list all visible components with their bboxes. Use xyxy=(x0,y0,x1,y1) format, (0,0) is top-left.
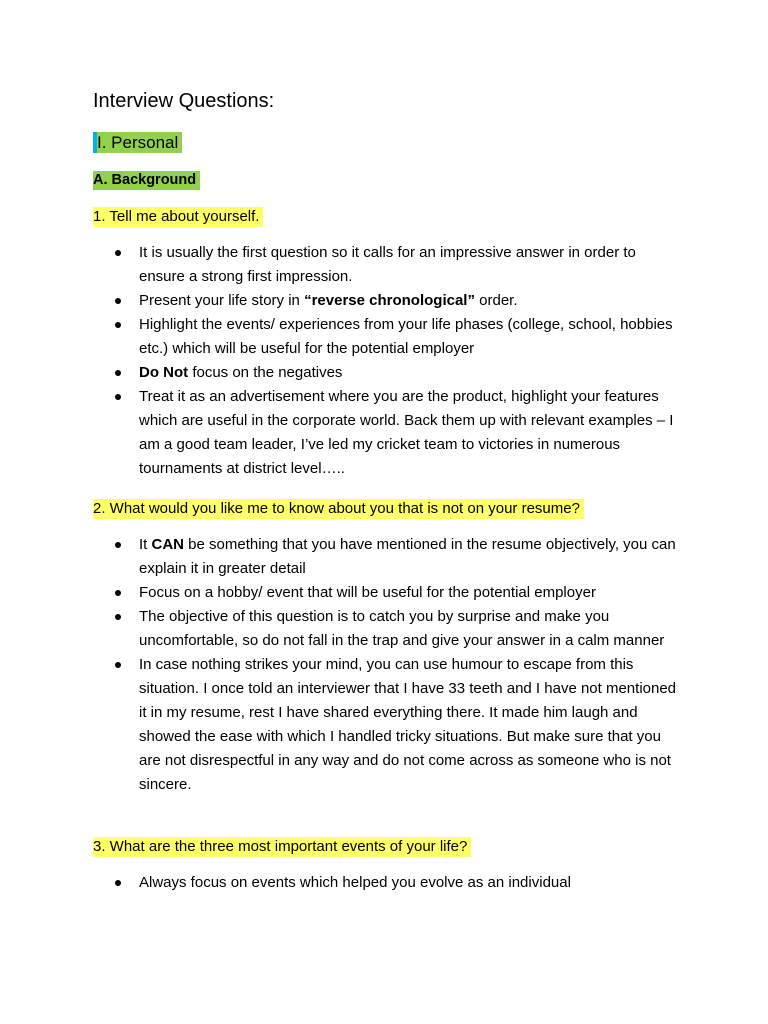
bullet-text-part: Treat it as an advertisement where you are the product, highlight your features which are useful in the corporate world. Back them up with relevant examples – I am a good team leader, I’ve led my cricket team to victories in numerous tournaments at district level….. xyxy=(139,388,674,477)
bullet-text xyxy=(139,313,683,361)
bullet-text-part: Present your life story in xyxy=(139,292,305,309)
bullet-item xyxy=(93,361,683,385)
bullet-dot-icon xyxy=(115,542,121,548)
bullet-text-part: In case nothing strikes your mind, you can use humour to escape from this situation. I once told an interviewer that I have 33 teeth and I have not mentioned it in my resume, rest I have shared everything there. It made him laugh and showed the ease with which I handled tricky situations. But make sure that you are not disrespectful in any way and do not come across as someone who is not sincere. xyxy=(139,656,677,793)
bullet-text xyxy=(139,871,683,895)
document-title: Interview Questions: xyxy=(93,90,275,112)
bullet-dot-icon xyxy=(115,394,121,400)
bullet-text-part: It is usually the first question so it calls for an impressive answer in order to ensure a strong first impression. xyxy=(139,244,636,285)
bullet-text xyxy=(139,653,683,797)
bullet-text xyxy=(139,605,683,653)
bullet-dot-icon xyxy=(115,250,121,256)
question-1-bullets xyxy=(93,241,683,481)
question-1 xyxy=(93,207,263,227)
bullet-item xyxy=(93,653,683,797)
bullet-dot-icon xyxy=(115,322,121,328)
question-3-bullets xyxy=(93,871,683,895)
bullet-dot-icon xyxy=(115,880,121,886)
bullet-item xyxy=(93,605,683,653)
bullet-text-part: Highlight the events/ experiences from your life phases (college, school, hobbies etc.) which will be useful for the potential employer xyxy=(139,316,673,357)
question-1-label: 1. Tell me about yourself. xyxy=(93,207,263,227)
question-3-label: 3. What are the three most important events of your life? xyxy=(93,837,471,857)
bullet-dot-icon xyxy=(115,370,121,376)
subsection-label: A. Background xyxy=(93,171,200,190)
bullet-text-part: be something that you have mentioned in the resume objectively, you can explain it in greater detail xyxy=(139,536,676,577)
bullet-item xyxy=(93,581,683,605)
bullet-text xyxy=(139,533,683,581)
bullet-item xyxy=(93,289,683,313)
bullet-item xyxy=(93,871,683,895)
bullet-text xyxy=(139,289,683,313)
bullet-text xyxy=(139,385,683,481)
bullet-text-part: order. xyxy=(474,292,518,309)
bullet-dot-icon xyxy=(115,590,121,596)
bullet-emphasis: “reverse chronological” xyxy=(304,292,475,309)
question-3 xyxy=(93,837,471,857)
bullet-text xyxy=(139,581,683,605)
bullet-text xyxy=(139,241,683,289)
section-heading xyxy=(93,132,182,153)
question-2 xyxy=(93,499,584,519)
section-label: I. Personal xyxy=(97,132,182,153)
bullet-dot-icon xyxy=(115,298,121,304)
bullet-emphasis: Do Not xyxy=(139,364,189,381)
bullet-dot-icon xyxy=(115,614,121,620)
bullet-text-part: It xyxy=(139,536,152,553)
question-2-label: 2. What would you like me to know about you that is not on your resume? xyxy=(93,499,584,519)
bullet-dot-icon xyxy=(115,662,121,668)
subsection-heading xyxy=(93,171,200,190)
bullet-item xyxy=(93,385,683,481)
bullet-item xyxy=(93,533,683,581)
question-2-bullets xyxy=(93,533,683,797)
bullet-text-part: focus on the negatives xyxy=(188,364,343,381)
bullet-text-part: Always focus on events which helped you evolve as an individual xyxy=(139,874,571,891)
bullet-emphasis: CAN xyxy=(151,536,185,553)
bullet-item xyxy=(93,241,683,289)
bullet-text xyxy=(139,361,683,385)
bullet-text-part: Focus on a hobby/ event that will be useful for the potential employer xyxy=(139,584,596,601)
bullet-item xyxy=(93,313,683,361)
bullet-text-part: The objective of this question is to catch you by surprise and make you uncomfortable, so do not fall in the trap and give your answer in a calm manner xyxy=(139,608,665,649)
